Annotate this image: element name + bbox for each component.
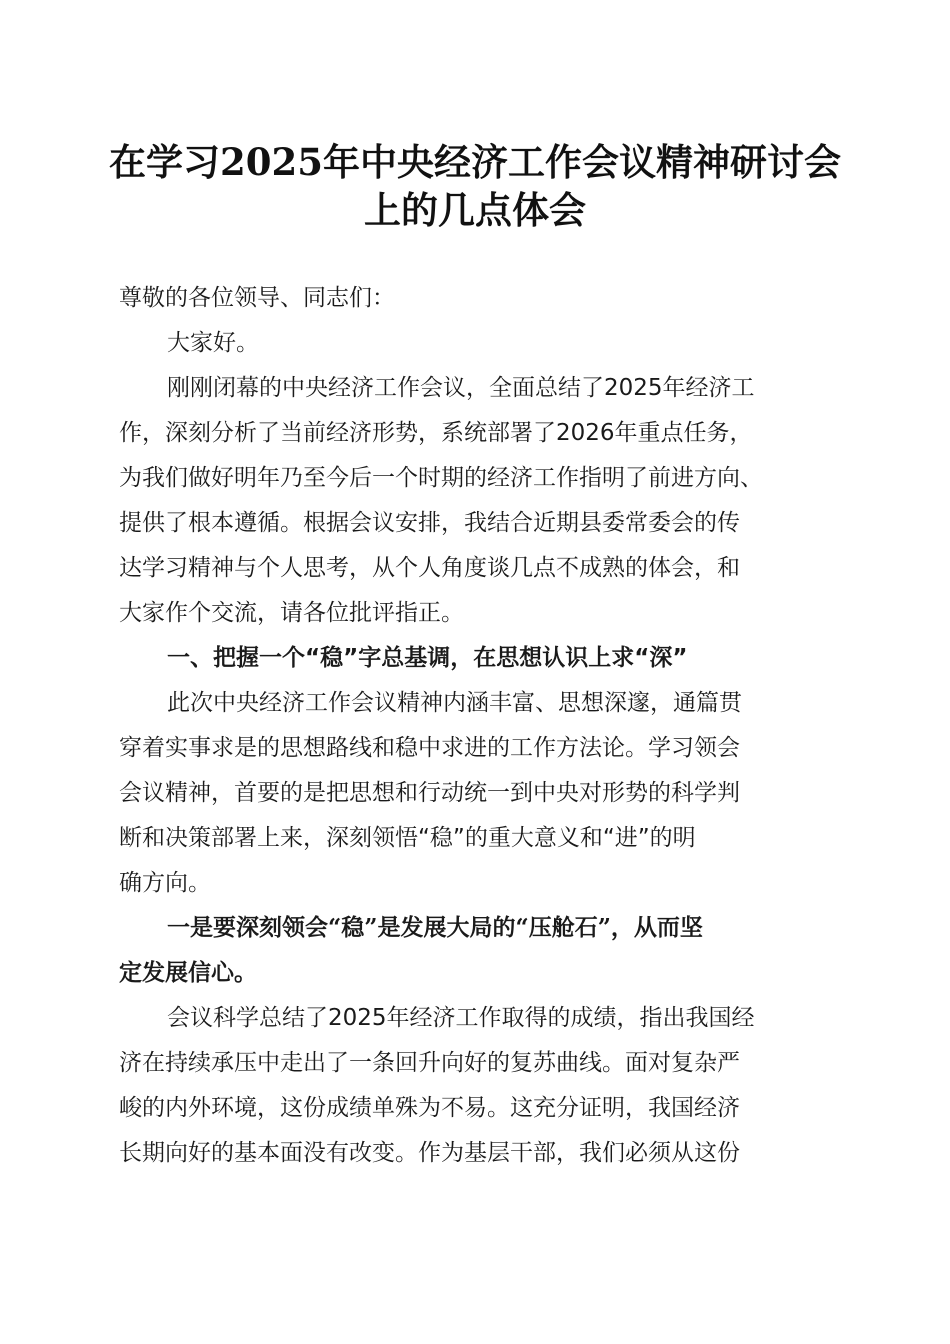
point-1-line: 峻的内外环境，这份成绩单殊为不易。这充分证明，我国经济 [119, 1095, 740, 1121]
point-1-heading-line: 定发展信心。 [119, 959, 257, 986]
point-1-heading-line: 一是要深刻领会“稳”是发展大局的“压舱石”，从而坚 [167, 914, 703, 941]
point-1-line: 长期向好的基本面没有改变。作为基层干部，我们必须从这份 [119, 1140, 740, 1166]
section-1-line: 确方向。 [119, 870, 211, 896]
section-1-heading: 一、把握一个“稳”字总基调，在思想认识上求“深” [167, 645, 688, 671]
section-1-line: 断和决策部署上来，深刻领悟“稳”的重大意义和“进”的明 [119, 825, 696, 851]
document-title-line-1: 在学习2025年中央经济工作会议精神研讨会 [109, 140, 841, 184]
point-1-line: 会议科学总结了2025年经济工作取得的成绩，指出我国经 [167, 1005, 755, 1031]
document-title-line-2: 上的几点体会 [364, 188, 586, 232]
intro-line: 作，深刻分析了当前经济形势，系统部署了2026年重点任务， [119, 420, 753, 446]
salutation: 尊敬的各位领导、同志们： [119, 285, 395, 311]
section-1-line: 此次中央经济工作会议精神内涵丰富、思想深邃，通篇贯 [167, 690, 742, 716]
intro-line: 大家作个交流，请各位批评指正。 [119, 600, 464, 626]
intro-line: 达学习精神与个人思考，从个人角度谈几点不成熟的体会，和 [119, 555, 740, 581]
greeting: 大家好。 [167, 330, 259, 356]
intro-line: 提供了根本遵循。根据会议安排，我结合近期县委常委会的传 [119, 510, 740, 536]
point-1-line: 济在持续承压中走出了一条回升向好的复苏曲线。面对复杂严 [119, 1050, 740, 1076]
intro-line: 为我们做好明年乃至今后一个时期的经济工作指明了前进方向、 [119, 465, 763, 491]
section-1-line: 会议精神，首要的是把思想和行动统一到中央对形势的科学判 [119, 780, 740, 806]
intro-line: 刚刚闭幕的中央经济工作会议，全面总结了2025年经济工 [167, 375, 755, 401]
section-1-line: 穿着实事求是的思想路线和稳中求进的工作方法论。学习领会 [119, 735, 740, 761]
